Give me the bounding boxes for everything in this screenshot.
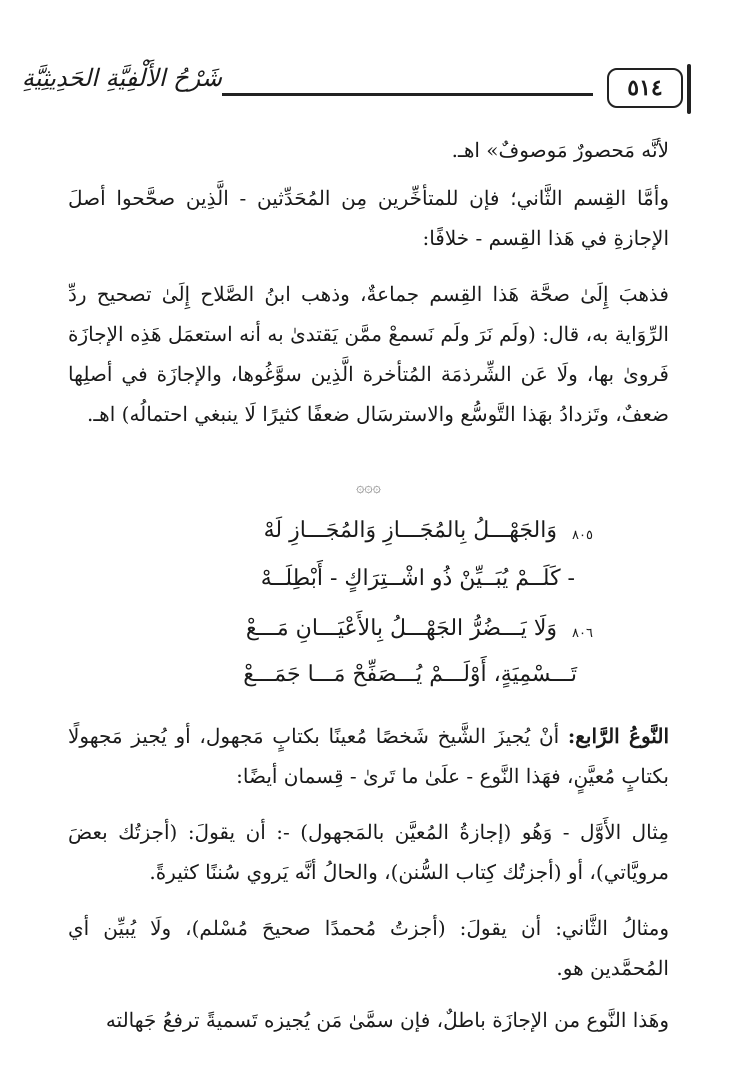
paragraph-2: وأمَّا القِسم الثَّاني؛ فإن للمتأخِّرين مِن المُحَدِّثين - الَّذِين صحَّحوا أصلَ الإجازةِ في هَذا القِسم - خلافًا: — [68, 186, 669, 250]
paragraph-7: وهَذا النَّوع من الإجازَة باطلٌ، فإن سمَّىٰ مَن يُجيزه تَسميةً ترفعُ جَهالته — [105, 1008, 669, 1032]
paragraph-4-body: أنْ يُجيزَ الشَّيخ شَخصًا مُعينًا بكتابٍ مَجهول، أو يُجيز مَجهولًا بكتابٍ مُعيَّنٍ، فهَذا النَّوع - علَىٰ ما تَرىٰ - قِسمان أيضًا: — [68, 724, 669, 788]
paragraph-3: فذهبَ إِلَىٰ صحَّة هَذا القِسم جماعةٌ، وذهب ابنُ الصَّلاح إِلَىٰ تصحيح ردِّ الرِّوَاية به، قال: (ولَم نَرَ ولَم نَسمعْ ممَّن يَقتدىٰ به أنه استعمَل هَذِه الإجازَة فَروىٰ بها، ولَا عَن الشِّرذمَة المُتأخرة الَّذِين سوَّغُوها، والإجازَة في أصلِها ضعفٌ، وتَزدادُ بهَذا التَّوسُّع والاسترسَال ضعفًا كثيرًا لَا ينبغي احتمالُه) اهـ. — [68, 282, 669, 426]
paragraph-6: ومثالُ الثَّاني: أن يقولَ: (أجزتُ مُحمدًا صحيحَ مُسْلم)، ولَا يُبيِّن أي المُحمَّدين هو. — [68, 916, 669, 980]
paragraph-1: لأنَّه مَحصورٌ مَوصوفٌ» اهـ. — [451, 138, 669, 162]
verse-number: ٨٠٦ — [572, 626, 593, 641]
page-number: ٥١٤ — [607, 68, 683, 108]
verse-line: - كَلَــمْ يُبَــيِّنْ ذُو اشْــتِرَاكٍ - أَبْطِلَــهْ — [260, 566, 575, 591]
verse-line: تَـــسْمِيَةٍ، أَوْلَـــمْ يُـــصَفِّحْ مَـــا جَمَـــعْ — [243, 662, 577, 687]
book-title: شَرْحُ الأَلْفِيَّةِ الحَدِيثِيَّةِ — [21, 64, 222, 92]
section-ornament: ۞۞۞ — [356, 480, 381, 496]
verse-number: ٨٠٥ — [572, 528, 593, 543]
section-heading: النَّوعُ الرَّابع: — [567, 724, 669, 748]
page-header — [21, 64, 683, 112]
verse-line: وَالجَهْـــلُ بِالمُجَـــازِ وَالمُجَـــازِ لَهْ — [263, 518, 557, 543]
paragraph-5: مِثال الأَوَّل - وَهُو (إجازةُ المُعيَّن بالمَجهول) -: أن يقولَ: (أجزتُك بعضَ مرويَّاتي)، أو (أجزتُك كِتاب السُّنن)، والحالُ أنَّه يَروي سُننًا كثيرةً. — [68, 820, 669, 884]
header-rule — [222, 93, 593, 96]
paragraph-4 — [68, 716, 669, 796]
verse-line: وَلَا يَـــضُرُّ الجَهْـــلُ بِالأَعْيَـــانِ مَـــعْ — [245, 616, 557, 641]
